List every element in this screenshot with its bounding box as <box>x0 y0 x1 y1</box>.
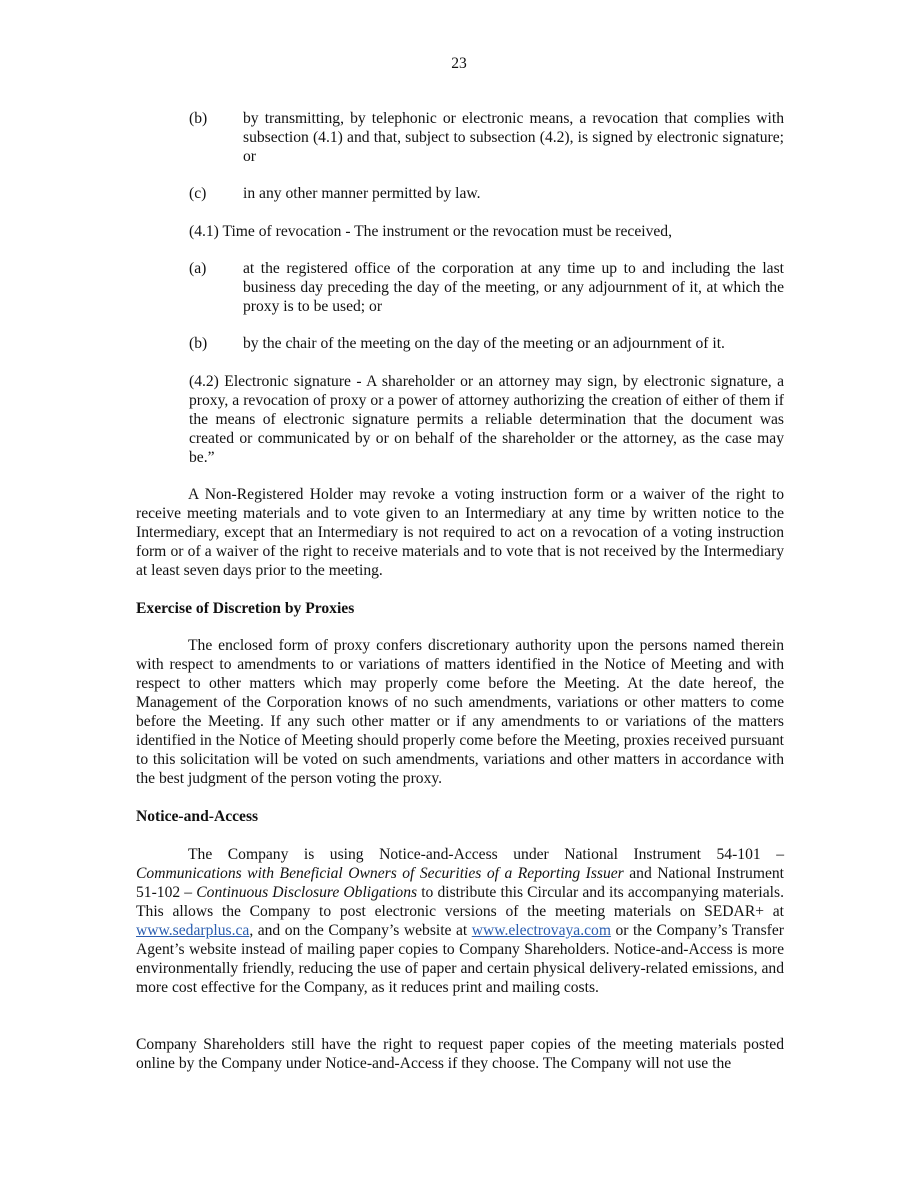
heading-exercise-of-discretion: Exercise of Discretion by Proxies <box>136 600 355 617</box>
notice-italic-ni-51-102: Continuous Disclosure Obligations <box>196 884 418 901</box>
notice-text-5: or the Company’s Transfer Agent’s website instead of mailing paper copies to Company Shareholders. Notice-and-Access is more environmentally friendly, reducing the use of paper and certain physical delivery-related emissions, and more cost effective for the Company, as it reduces print and mailing costs. <box>136 922 784 996</box>
item-label-b: (b) <box>189 110 208 127</box>
paragraph-non-registered-holder: A Non-Registered Holder may revoke a voting instruction form or a waiver of the right to receive meeting materials and to vote given to an Intermediary at any time by written notice to the Intermediary, except that an Intermediary is not required to act on a revocation of a voting instruction form or of a waiver of the right to receive materials and to vote that is not received by the Intermediary at least seven days prior to the meeting. <box>136 486 784 579</box>
page-number: 23 <box>451 55 467 72</box>
item-label-c: (c) <box>189 185 207 202</box>
electrovaya-link[interactable]: www.electrovaya.com <box>471 922 611 939</box>
paragraph-notice-and-access <box>136 845 784 997</box>
item-text-b2: by the chair of the meeting on the day of the meeting or an adjournment of it. <box>243 335 725 352</box>
item-text-c: in any other manner permitted by law. <box>243 185 481 202</box>
notice-text-2: and National Instrument 51-102 – <box>136 865 784 901</box>
item-label-a: (a) <box>189 260 207 277</box>
subsection-4-1: (4.1) Time of revocation - The instrument or the revocation must be received, <box>189 223 672 240</box>
heading-notice-and-access: Notice-and-Access <box>136 808 259 825</box>
sedarplus-link[interactable]: www.sedarplus.ca <box>136 922 250 939</box>
paragraph-discretion: The enclosed form of proxy confers discretionary authority upon the persons named therein with respect to amendments to or variations of matters identified in the Notice of Meeting and with respect to other matters which may properly come before the Meeting. At the date hereof, the Management of the Corporation knows of no such amendments, variations or other matters to come before the Meeting. If any such other matter or if any amendments to or variations of the matters identified in the Notice of Meeting should properly come before the Meeting, proxies received pursuant to this solicitation will be voted on such amendments, variations and other matters in accordance with the best judgment of the person voting the proxy. <box>136 637 784 787</box>
notice-text-1: The Company is using Notice-and-Access under National Instrument 54-101 – <box>188 846 784 863</box>
paragraph-paper-copies: Company Shareholders still have the right to request paper copies of the meeting materials posted online by the Company under Notice-and-Access if they choose. The Company will not use the <box>136 1036 784 1072</box>
item-text-a: at the registered office of the corporation at any time up to and including the last business day preceding the day of the meeting, or any adjournment of it, at which the proxy is to be used; or <box>243 260 784 315</box>
notice-text-4: , and on the Company’s website at <box>249 922 472 939</box>
notice-text-3: to distribute this Circular and its accompanying materials. This allows the Company to post electronic versions of the meeting materials on SEDAR+ at <box>136 884 784 920</box>
subsection-4-2: (4.2) Electronic signature - A shareholder or an attorney may sign, by electronic signature, a proxy, a revocation of proxy or a power of attorney authorizing the creation of either of them if the means of electronic signature permits a reliable determination that the document was created or communicated by or on behalf of the shareholder or the attorney, as the case may be.” <box>189 373 784 466</box>
item-label-b2: (b) <box>189 335 208 352</box>
notice-italic-ni-54-101: Communications with Beneficial Owners of Securities of a Reporting Issuer <box>136 865 624 882</box>
item-text-b: by transmitting, by telephonic or electronic means, a revocation that complies with subsection (4.1) and that, subject to subsection (4.2), is signed by electronic signature; or <box>243 110 784 165</box>
